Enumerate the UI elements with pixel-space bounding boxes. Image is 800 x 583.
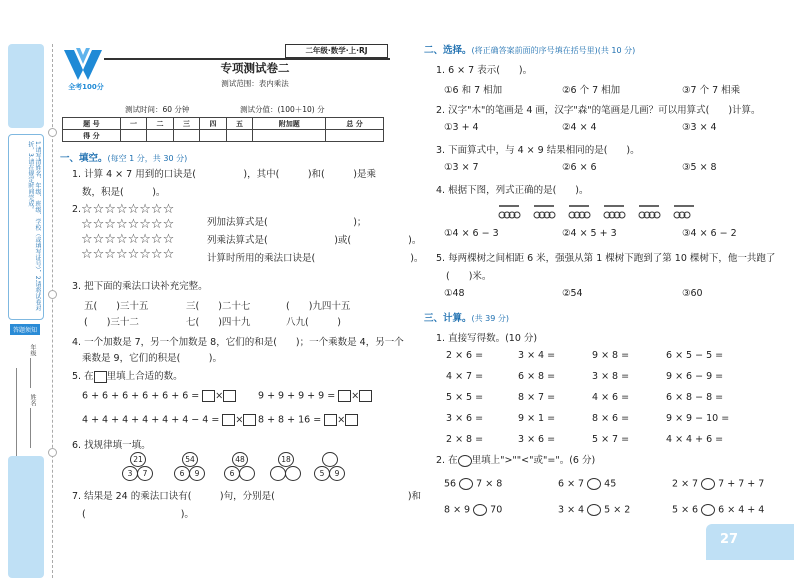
q1-5-eq1 (82, 390, 236, 402)
cut-marker (48, 128, 57, 137)
q2-5: 5. 每两棵树之间相距 6 米，强强从第 1 棵树下跑到了第 10 棵树下，他一共跑了 (436, 253, 776, 264)
table-cell: 四 (200, 118, 227, 130)
calc-item: 3 × 6 = (446, 413, 484, 424)
page-number: 27 (720, 532, 739, 547)
option[interactable]: ③60 (682, 288, 703, 299)
option[interactable]: ①48 (444, 288, 465, 299)
answer-box[interactable] (223, 390, 236, 402)
times-sign: × (351, 390, 360, 402)
test-time: 测试时间：60 分钟 (125, 105, 190, 114)
q1-3-r1c1: 五( )三十五 (84, 301, 149, 312)
answer-box[interactable] (202, 390, 215, 402)
option[interactable]: ②6 × 6 (562, 162, 597, 173)
compare-right: 45 (604, 478, 617, 490)
q3-1: 1. 直接写得数。(10 分) (436, 333, 538, 344)
q2-1: 1. 6 × 7 表示( )。 (436, 65, 533, 76)
page-title: 专项测试卷二 (220, 61, 290, 75)
table-cell: 题 号 (63, 118, 121, 130)
option[interactable]: ②4 × 4 (562, 122, 597, 133)
star-icon: ☆☆☆☆☆☆☆☆ (81, 247, 175, 262)
score-cell[interactable] (226, 130, 253, 142)
binding-sidebar (8, 44, 44, 578)
equation-text: 9 + 9 + 9 + 9 = (258, 390, 336, 402)
times-sign: × (215, 390, 224, 402)
q1-3-r1c2: 三( )二十七 (186, 301, 251, 312)
q1-1: 1. 计算 4 × 7 用到的口诀是( )，其中( )和( )是乘 (72, 169, 376, 180)
compare-left: 56 (444, 478, 457, 490)
table-cell: 总 分 (326, 118, 384, 130)
calc-item: 4 × 6 = (592, 392, 630, 403)
score-cell[interactable] (326, 130, 384, 142)
q1-3: 3. 把下面的乘法口诀补充完整。 (72, 281, 208, 292)
sidebar-top-block (8, 44, 44, 128)
answer-box[interactable] (359, 390, 372, 402)
calc-item: 3 × 6 = (518, 434, 556, 445)
table-cell: 二 (147, 118, 174, 130)
star-icon: ☆☆☆☆☆☆☆☆ (81, 217, 175, 232)
answer-box (94, 371, 107, 383)
table-cell: 附加题 (253, 118, 326, 130)
q1-5-eq4 (258, 414, 358, 426)
instructions-text: 1.请写清姓名、年级、班级、学校（或填写证号），2.请将试卷对折，3.请在规定时间完成。 (26, 141, 41, 312)
section-1-note: (每空 1 分，共 30 分) (107, 154, 188, 163)
bead-rack-icon (499, 206, 520, 218)
option[interactable]: ①4 × 6 − 3 (444, 228, 499, 239)
equation-text: 8 + 8 + 16 = (258, 414, 322, 426)
pattern-circle-top: 21 (130, 452, 146, 467)
q1-1b: 数，积是( )。 (82, 187, 166, 198)
pattern-circle-top: 54 (182, 452, 198, 467)
q1-2a: 列加法算式是( )； (207, 217, 367, 228)
name-label: 姓名 (29, 394, 36, 406)
q1-3-r2c1: ( )三十二 (84, 317, 139, 328)
compare-left: 3 × 4 (558, 504, 585, 516)
star-array (81, 203, 201, 265)
q1-4b: 乘数是 9，它们的积是( )。 (82, 353, 222, 364)
compare-left: 2 × 7 (672, 478, 699, 490)
q1-6: 6. 找规律填一填。 (72, 440, 151, 451)
option[interactable]: ①3 × 7 (444, 162, 479, 173)
table-row (63, 130, 384, 142)
compare-left: 8 × 9 (444, 504, 471, 516)
table-cell: 得 分 (63, 130, 121, 142)
sidebar-bottom-block (8, 456, 44, 578)
bead-rack-icon (604, 206, 625, 218)
grade-info-box: 二年级·数学·上·RJ (285, 44, 388, 58)
bead-rack-icon (534, 206, 555, 218)
compare-left: 5 × 6 (672, 504, 699, 516)
option[interactable]: ③3 × 4 (682, 122, 717, 133)
pattern-circle-left[interactable] (270, 466, 286, 481)
pattern-group (174, 452, 208, 484)
bead-rack-icon (569, 206, 590, 218)
q3-2-text-b: 里填上">""<"或"="。(6 分) (471, 455, 596, 466)
times-sign: × (235, 414, 244, 426)
score-cell[interactable] (147, 130, 174, 142)
section-1-title: 一、填空。 (60, 153, 108, 164)
score-cell[interactable] (120, 130, 147, 142)
pattern-circle-top: 18 (278, 452, 294, 467)
q1-2c: 计算时所用的乘法口诀是( )。 (207, 253, 424, 264)
calc-item: 8 × 7 = (518, 392, 556, 403)
bead-racks-figure (497, 203, 695, 223)
pattern-group (224, 452, 258, 484)
table-cell: 三 (173, 118, 200, 130)
answer-box[interactable] (243, 414, 256, 426)
instructions-tag: 答题须知 (10, 324, 40, 335)
option[interactable]: ②6 个 7 相加 (562, 85, 621, 96)
q1-5-eq3 (82, 414, 256, 426)
compare-item (672, 478, 764, 490)
q1-7: 7. 结果是 24 的乘法口诀有( )句，分别是( )和 (72, 491, 422, 502)
answer-box[interactable] (222, 414, 235, 426)
calc-item: 6 × 5 − 5 = (666, 350, 724, 361)
option[interactable]: ③4 × 6 − 2 (682, 228, 737, 239)
pattern-circle-top[interactable] (322, 452, 338, 467)
q1-3-r2c3: 八九( ) (286, 317, 341, 328)
answer-box[interactable] (338, 390, 351, 402)
q1-5-eq2 (258, 390, 372, 402)
table-cell: 五 (226, 118, 253, 130)
pattern-circle-right[interactable] (239, 466, 255, 481)
compare-item (444, 478, 502, 490)
q2-5b: ( )米。 (446, 271, 492, 282)
pattern-group (314, 452, 348, 484)
section-2-note: (将正确答案前面的序号填在括号里)(共 10 分) (471, 46, 636, 55)
compare-right: 6 × 4 + 4 (718, 504, 765, 516)
compare-item (444, 504, 502, 516)
section-2-heading (424, 42, 635, 56)
pattern-circle-right[interactable] (285, 466, 301, 481)
pattern-circle-left: 5 (314, 466, 330, 481)
calc-item: 9 × 1 = (518, 413, 556, 424)
calc-item: 6 × 8 − 8 = (666, 392, 724, 403)
compare-circle (458, 455, 472, 467)
compare-circle[interactable] (587, 504, 601, 516)
q3-2 (436, 452, 595, 467)
q1-5-text-b: 里填上合适的数。 (106, 371, 183, 382)
calc-item: 6 × 8 = (518, 371, 556, 382)
name-line[interactable] (30, 408, 31, 448)
section-3-title: 三、计算。 (424, 313, 472, 324)
calc-item: 9 × 9 − 10 = (666, 413, 730, 424)
compare-item (672, 504, 764, 516)
times-sign: × (337, 414, 346, 426)
q1-5 (72, 368, 183, 383)
option[interactable]: ③5 × 8 (682, 162, 717, 173)
answer-box[interactable] (345, 414, 358, 426)
pattern-circle-right: 9 (329, 466, 345, 481)
test-score-total: 测试分值：(100＋10) 分 (240, 105, 325, 114)
calc-item: 3 × 8 = (592, 371, 630, 382)
compare-right: 7 + 7 + 7 (718, 478, 765, 490)
q2-2: 2. 汉字"木"的笔画是 4 画，汉字"森"的笔画是几画？可以用算式( )计算。 (436, 105, 761, 116)
number-pattern-row (122, 452, 372, 482)
calc-item: 9 × 6 − 9 = (666, 371, 724, 382)
compare-circle[interactable] (701, 478, 715, 490)
option[interactable]: ②54 (562, 288, 583, 299)
cut-marker (48, 448, 57, 457)
pattern-group (270, 452, 304, 484)
star-icon: ☆☆☆☆☆☆☆☆ (81, 232, 175, 247)
star-icon: ☆☆☆☆☆☆☆☆ (81, 202, 175, 217)
grade-label: 年级 (29, 344, 36, 356)
q1-2b: 列乘法算式是( )或( )。 (207, 235, 422, 246)
calc-item: 2 × 6 = (446, 350, 484, 361)
brand-logo-text: 全考100分 (68, 83, 104, 91)
option[interactable]: ②4 × 5 + 3 (562, 228, 617, 239)
compare-item (558, 478, 616, 490)
school-line[interactable] (16, 368, 17, 458)
answer-box[interactable] (324, 414, 337, 426)
pattern-circle-right: 9 (189, 466, 205, 481)
compare-item (558, 504, 630, 516)
table-row (63, 118, 384, 130)
pattern-circle-left: 6 (224, 466, 240, 481)
q3-2-text: 2. 在 (436, 455, 458, 466)
cut-line (52, 44, 53, 578)
instructions-box (8, 134, 44, 320)
compare-circle[interactable] (587, 478, 601, 490)
score-cell[interactable] (173, 130, 200, 142)
grade-line[interactable] (30, 358, 31, 388)
q1-3-r2c2: 七( )四十九 (186, 317, 251, 328)
bead-rack-icon (674, 206, 694, 218)
cut-marker (48, 290, 57, 299)
bead-rack-icon (639, 206, 660, 218)
compare-circle[interactable] (459, 478, 473, 490)
pattern-circle-left: 3 (122, 466, 138, 481)
equation-text: 4 + 4 + 4 + 4 + 4 + 4 − 4 = (82, 414, 220, 426)
section-2-title: 二、选择。 (424, 45, 472, 56)
q1-5-text: 5. 在 (72, 371, 94, 382)
q1-4: 4. 一个加数是 7，另一个加数是 8，它们的和是( )；一个乘数是 4，另一个 (72, 337, 404, 348)
score-cell[interactable] (200, 130, 227, 142)
q2-3: 3. 下面算式中，与 4 × 9 结果相同的是( )。 (436, 145, 640, 156)
q1-3-r1c3: ( )九四十五 (286, 301, 351, 312)
section-3-heading (424, 310, 509, 324)
option[interactable]: ①6 和 7 相加 (444, 85, 503, 96)
pattern-circle-top: 48 (232, 452, 248, 467)
option[interactable]: ①3 + 4 (444, 122, 479, 133)
q1-2-label: 2. (72, 204, 82, 215)
compare-circle[interactable] (473, 504, 487, 516)
calc-item: 5 × 5 = (446, 392, 484, 403)
calc-item: 4 × 7 = (446, 371, 484, 382)
calc-item: 9 × 8 = (592, 350, 630, 361)
calc-item: 5 × 7 = (592, 434, 630, 445)
q1-7b: ( )。 (82, 509, 194, 520)
section-3-note: (共 39 分) (471, 314, 510, 323)
pattern-circle-left: 6 (174, 466, 190, 481)
calc-item: 3 × 4 = (518, 350, 556, 361)
pattern-circle-right: 7 (137, 466, 153, 481)
score-cell[interactable] (253, 130, 326, 142)
calc-item: 8 × 6 = (592, 413, 630, 424)
table-cell: 一 (120, 118, 147, 130)
equation-text: 6 + 6 + 6 + 6 + 6 + 6 = (82, 390, 200, 402)
score-table (62, 117, 384, 142)
calc-item: 2 × 8 = (446, 434, 484, 445)
compare-right: 70 (490, 504, 503, 516)
compare-right: 7 × 8 (476, 478, 503, 490)
compare-right: 5 × 2 (604, 504, 631, 516)
calc-item: 4 × 4 + 6 = (666, 434, 724, 445)
section-1-heading (60, 150, 187, 164)
option[interactable]: ③7 个 7 相乘 (682, 85, 741, 96)
pattern-group (122, 452, 156, 484)
compare-left: 6 × 7 (558, 478, 585, 490)
test-scope: 测试范围：表内乘法 (221, 79, 289, 88)
q2-4: 4. 根据下图，列式正确的是( )。 (436, 185, 589, 196)
compare-circle[interactable] (701, 504, 715, 516)
page-number-tab (706, 524, 794, 560)
